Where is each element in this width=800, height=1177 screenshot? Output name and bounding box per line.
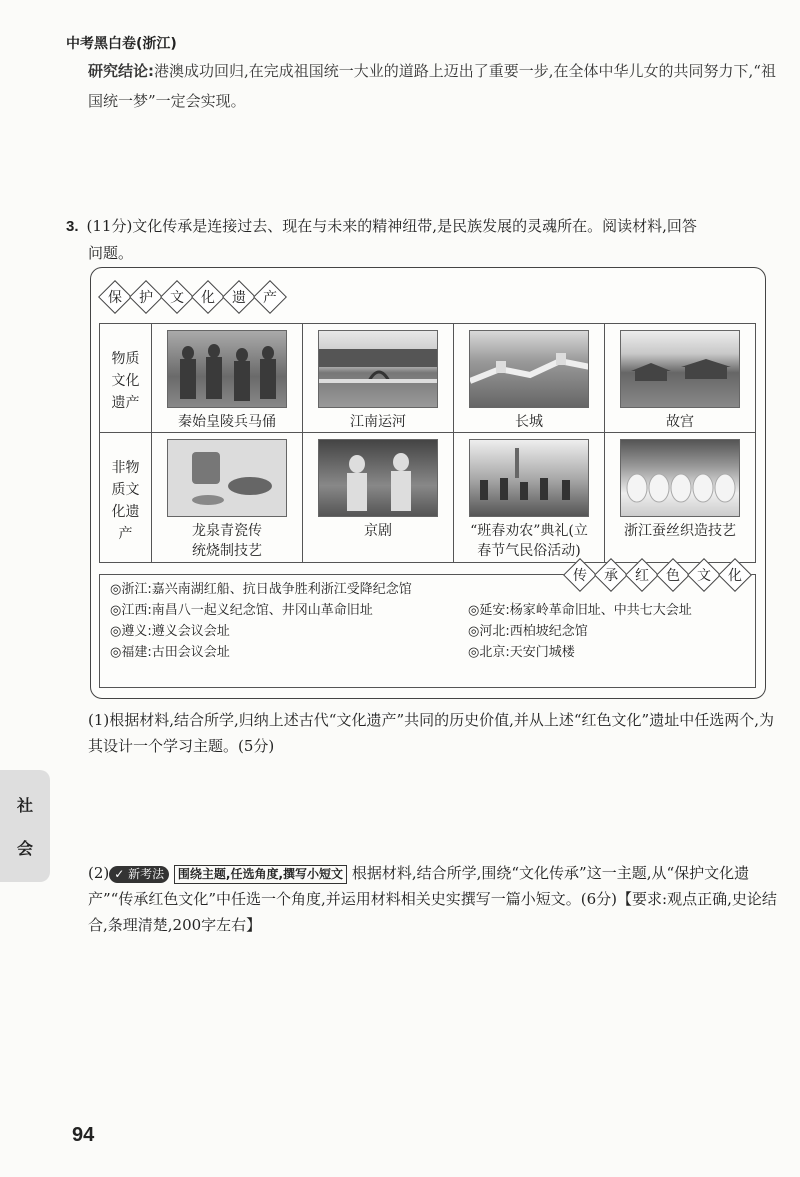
sub2-text: 根据材料,结合所学,围绕“文化传承”这一主题,从“保护文化遗产”“传承红色文化”中任选一个角度,并运用材料相关史实撰写一篇小短文。(6分)【要求:观点正确,史论结合,条理清楚,200字左右】: [88, 864, 777, 934]
sub-question-1: (1)根据材料,结合所学,归纳上述古代“文化遗产”共同的历史价值,并从上述“红色文化”遗址中任选两个,为其设计一个学习主题。(5分): [88, 711, 774, 755]
tag-char: 文: [160, 280, 194, 314]
red-culture-box: [99, 568, 756, 688]
question-3: [66, 213, 776, 266]
tag-char: 化: [718, 558, 752, 592]
tag-char: 保: [98, 280, 132, 314]
terracotta-photo: [167, 330, 287, 408]
question-number: 3.: [66, 218, 79, 235]
red-site-zunyi: ◎遵义:遵义会议会址: [110, 624, 230, 639]
heritage-cell: [303, 324, 454, 433]
writing-hint-box: 围绕主题,任选角度,撰写小短文: [174, 865, 347, 884]
heritage-caption: 江南运河: [350, 414, 406, 430]
research-conclusion: [88, 56, 778, 116]
heritage-cell: [303, 433, 454, 563]
tangible-head: 物质 文化 遗产: [100, 324, 152, 433]
palace-photo: [620, 330, 740, 408]
red-site-yanan: ◎延安:杨家岭革命旧址、中共七大会址: [468, 603, 692, 618]
page-number: 94: [72, 1124, 95, 1146]
tag-char: 遗: [222, 280, 256, 314]
book-title: 中考黑白卷(浙江): [66, 36, 177, 52]
red-site-beijing: ◎北京:天安门城楼: [468, 645, 575, 660]
ceremony-photo: [469, 439, 589, 517]
heritage-caption: 龙泉青瓷传 统烧制技艺: [192, 523, 262, 560]
heritage-cell: [152, 433, 303, 563]
red-site-hebei: ◎河北:西柏坡纪念馆: [468, 624, 588, 639]
tag-char: 传: [563, 558, 597, 592]
conclusion-label: 研究结论:: [88, 62, 154, 80]
great-wall-photo: [469, 330, 589, 408]
heritage-caption: 秦始皇陵兵马俑: [178, 414, 276, 430]
red-site-fujian: ◎福建:古田会议会址: [110, 645, 230, 660]
heritage-cell: [454, 324, 605, 433]
sub-question-2: [88, 860, 778, 938]
tag-char: 色: [656, 558, 690, 592]
heritage-cell: [454, 433, 605, 563]
red-sites-list: [110, 582, 750, 663]
side-tab-char: 社: [16, 796, 33, 815]
opera-photo: [318, 439, 438, 517]
sub2-prefix: (2): [88, 864, 110, 882]
red-site-jiangxi: ◎江西:南昌八一起义纪念馆、井冈山革命旧址: [110, 603, 373, 618]
tag-char: 红: [625, 558, 659, 592]
intangible-row: [100, 433, 756, 563]
new-method-badge: ✓ 新考法: [109, 866, 169, 883]
question-stem-line2: 问题。: [88, 244, 134, 262]
tag-char: 化: [191, 280, 225, 314]
heritage-caption: 浙江蚕丝织造技艺: [624, 523, 736, 540]
tag-char: 承: [594, 558, 628, 592]
material-box: [90, 267, 766, 699]
heritage-caption: 长城: [515, 414, 543, 430]
tangible-row: [100, 324, 756, 433]
conclusion-text: 港澳成功回归,在完成祖国统一大业的道路上迈出了重要一步,在全体中华儿女的共同努力下,“祖国统一梦”一定会实现。: [88, 62, 776, 110]
heritage-caption: 故宫: [666, 414, 694, 430]
subject-side-tab: [0, 770, 50, 882]
side-tab-char: 会: [16, 839, 33, 858]
tag-char: 产: [253, 280, 287, 314]
question-stem-line1: (11分)文化传承是连接过去、现在与未来的精神纽带,是民族发展的灵魂所在。阅读材料,回答: [86, 217, 697, 235]
heritage-cell: [605, 433, 756, 563]
heritage-cell: [605, 324, 756, 433]
protect-heritage-tag: [103, 285, 289, 309]
heritage-cell: [152, 324, 303, 433]
celadon-photo: [167, 439, 287, 517]
heritage-caption: 京剧: [364, 523, 392, 540]
heritage-table: [99, 323, 756, 563]
heritage-caption: “班春劝农”典礼(立 春节气民俗活动): [470, 523, 588, 560]
tag-char: 护: [129, 280, 163, 314]
canal-photo: [318, 330, 438, 408]
silk-photo: [620, 439, 740, 517]
tag-char: 文: [687, 558, 721, 592]
red-site-zhejiang: ◎浙江:嘉兴南湖红船、抗日战争胜利浙江受降纪念馆: [110, 582, 412, 597]
intangible-head: 非物 质文 化遗 产: [100, 433, 152, 563]
